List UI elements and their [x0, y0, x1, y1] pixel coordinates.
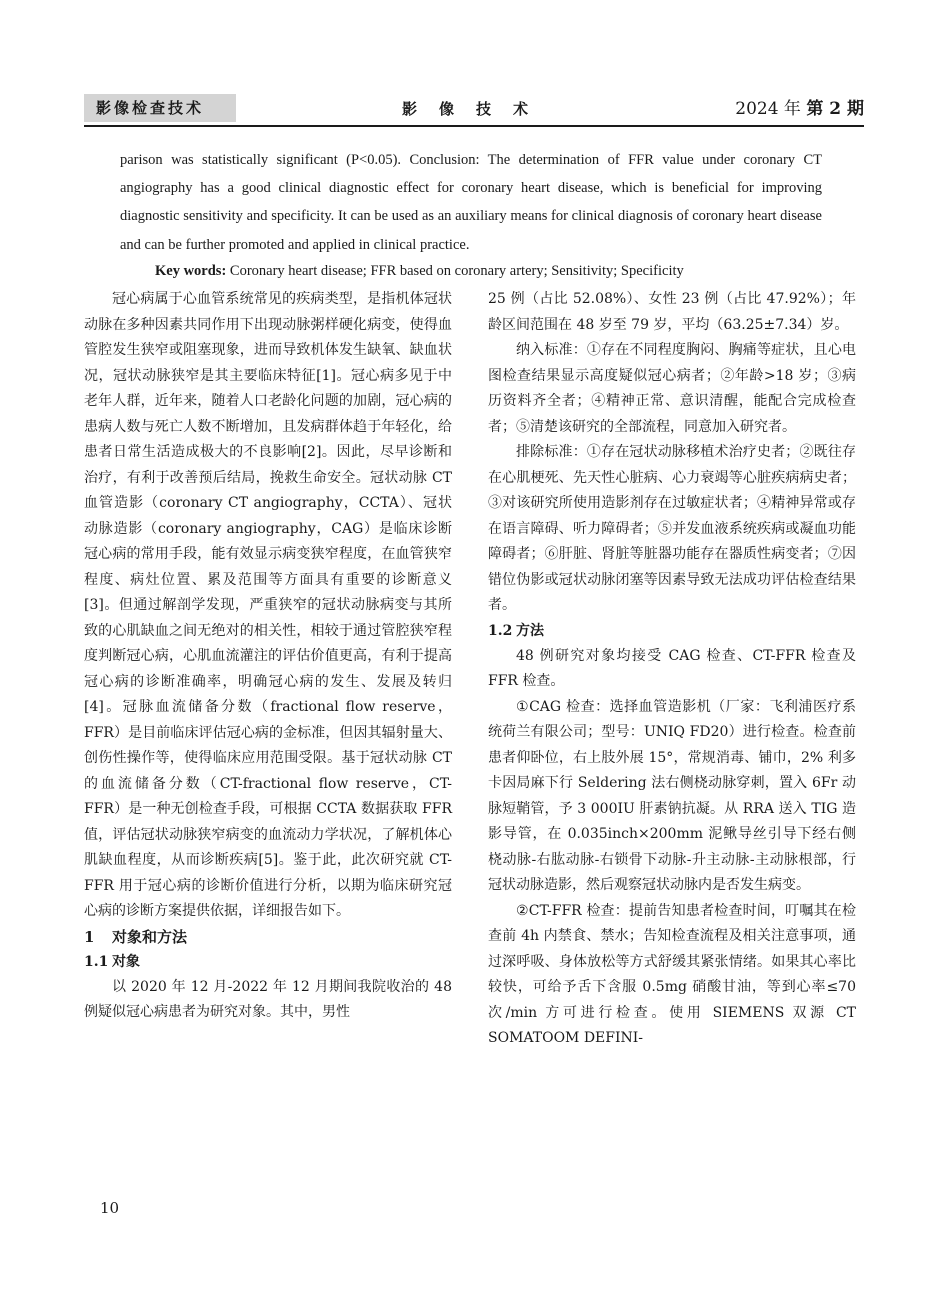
keywords-text: Coronary heart disease; FFR based on coronary artery; Sensitivity; Specificity: [226, 263, 684, 279]
abstract-text: parison was statistically significant (P<0.05). Conclusion: The determination of FFR value under coronary CT angiography has a good clinical diagnostic effect for coronary heart disease, which is beneficial for improving diagnostic sensitivity and specificity. It can be used as an auxiliary means for clinical diagnosis of coronary heart disease and can be further promoted and applied in clinical practice.: [120, 152, 822, 253]
subsection-number: 1.2: [488, 622, 513, 639]
exclusion-criteria: 排除标准：①存在冠状动脉移植术治疗史者；②既往存在心肌梗死、先天性心脏病、心力衰竭等心脏疾病病史者；③对该研究所使用造影剂存在过敏症状者；④精神异常或存在语言障碍、听力障碍者；⑤并发血液系统疾病或凝血功能障碍者；⑥肝脏、肾脏等脏器功能存在器质性病变者；⑦因错位伪影或冠状动脉闭塞等因素导致无法成功评估检查结果者。: [488, 444, 856, 613]
subsection-heading-1-1: [84, 950, 452, 975]
intro-paragraph: 冠心病属于心血管系统常见的疾病类型，是指机体冠状动脉在多种因素共同作用下出现动脉粥样硬化病变，使得血管腔发生狭窄或阻塞现象，进而导致机体发生缺氧、缺血状况，冠状动脉狭窄是其主要临床特征[1]。冠心病多见于中老年人群，近年来，随着人口老龄化问题的加剧，冠心病的患病人数与死亡人数不断增加，且发病群体趋于年轻化，给患者日常生活造成极大的不良影响[2]。因此，尽早诊断和治疗，有利于改善预后结局，挽救生命安全。冠状动脉 CT 血管造影（coronary CT angiography，CCTA）、冠状动脉造影（coronary angiography，CAG）是临床诊断冠心病的常用手段，能有效显示病变狭窄程度，在血管狭窄程度、病灶位置、累及范围等方面具有重要的诊断意义[3]。但通过解剖学发现，严重狭窄的冠状动脉病变与其所致的心肌缺血之间无绝对的相关性，相较于通过管腔狭窄程度判断冠心病，心肌血流灌注的评估价值更高，有利于提高冠心病的诊断准确率，明确冠心病的发生、发展及转归[4]。冠脉血流储备分数（fractional flow reserve，FFR）是目前临床评估冠心病的金标准，但因其辐射量大、创伤性操作等，使得临床应用范围受限。基于冠状动脉 CT 的血流储备分数（CT-fractional flow reserve，CT-FFR）是一种无创检查手段，可根据 CCTA 数据获取 FFR 值，评估冠状动脉狭窄病变的血流动力学状况，了解机体心肌缺血程度，从而诊断疾病[5]。鉴于此，此次研究就 CT-FFR 用于冠心病的诊断价值进行分析，以期为临床研究冠心病的诊断方案提供依据，详细报告如下。: [84, 291, 452, 919]
subsection-number: 1.1: [84, 953, 109, 970]
subsection-title: 对象: [112, 953, 140, 970]
keywords: [155, 258, 845, 284]
section-number: 1: [84, 927, 95, 946]
method-paragraph: 48 例研究对象均接受 CAG 检查、CT-FFR 检查及 FFR 检查。: [488, 647, 856, 689]
subjects-continued: 25 例（占比 52.08%）、女性 23 例（占比 47.92%）；年龄区间范围在 48 岁至 79 岁，平均（63.25±7.34）岁。: [488, 291, 856, 333]
issue-number: 第 2 期: [806, 99, 864, 119]
left-column: [84, 287, 452, 1026]
right-column: [488, 287, 856, 1052]
issue-year: 2024 年: [735, 99, 801, 119]
page-number: 10: [100, 1199, 120, 1217]
issue-info: [735, 96, 864, 122]
keywords-label: Key words:: [155, 263, 227, 279]
section-title: 对象和方法: [112, 927, 188, 946]
section-tag: 影像检查技术: [84, 94, 236, 122]
subsection-heading-1-2: [488, 619, 856, 644]
section-heading-1: [84, 925, 452, 950]
subjects-paragraph: 以 2020 年 12 月-2022 年 12 月期间我院收治的 48 例疑似冠心病患者为研究对象。其中，男性: [84, 978, 452, 1020]
running-header: [84, 94, 864, 124]
journal-title: 影像技术: [402, 100, 551, 118]
subsection-title: 方法: [516, 622, 544, 639]
ctffr-paragraph: ②CT-FFR 检查：提前告知患者检查时间，叮嘱其在检查前 4h 内禁食、禁水；告知检查流程及相关注意事项，通过深呼吸、身体放松等方式舒缓其紧张情绪。如果其心率比较快，可给予舌下含服 0.5mg 硝酸甘油，等到心率≤70 次/min 方可进行检查。使用 SIEMENS 双源 CT SOMATOOM DEFINI-: [488, 902, 856, 1046]
inclusion-criteria: 纳入标准：①存在不同程度胸闷、胸痛等症状，且心电图检查结果显示高度疑似冠心病者；②年龄>18 岁；③病历资料齐全者；④精神正常、意识清醒，能配合完成检查者；⑤清楚该研究的全部流程，同意加入研究者。: [488, 342, 856, 435]
header-rule: [84, 125, 864, 127]
cag-paragraph: ①CAG 检查：选择血管造影机（厂家：飞利浦医疗系统荷兰有限公司；型号：UNIQ FD20）进行检查。检查前患者仰卧位，右上肢外展 15°，常规消毒、铺巾，2% 利多卡因局麻下行 Seldering 法右侧桡动脉穿刺，置入 6Fr 动脉短鞘管，予 3 000IU 肝素钠抗凝。从 RRA 送入 TIG 造影导管，在 0.035inch×200mm 泥鳅导丝引导下经右侧桡动脉-右肱动脉-右锁骨下动脉-升主动脉-主动脉根部，行冠状动脉造影，然后观察冠状动脉内是否发生病变。: [488, 698, 856, 893]
